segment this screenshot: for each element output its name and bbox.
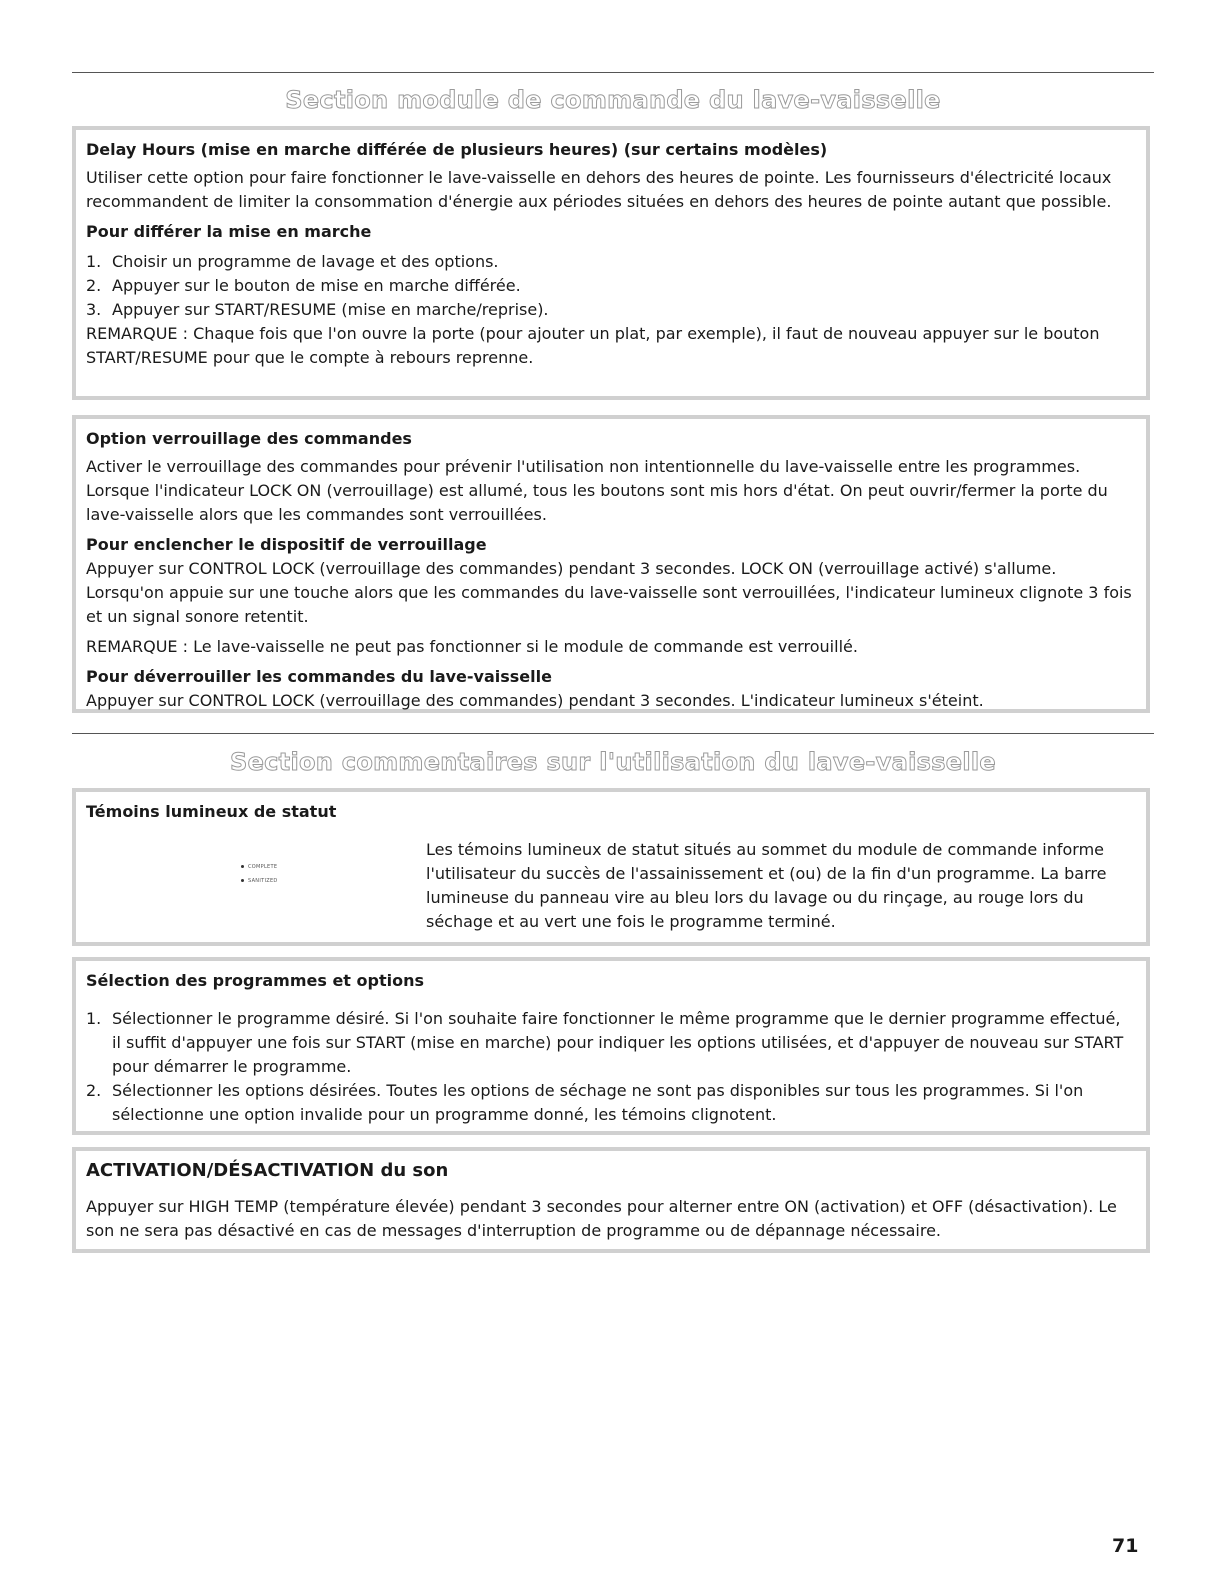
status-lights-heading: Témoins lumineux de statut [86, 802, 337, 821]
step-number: 2. [86, 276, 102, 295]
control-lock-box [72, 415, 1150, 713]
sound-toggle-heading: ACTIVATION/DÉSACTIVATION du son [86, 1160, 449, 1181]
section-title-usage: Section commentaires sur l'utilisation du lave-vaisselle [229, 748, 996, 776]
status-label-complete [241, 864, 277, 870]
control-lock-note: REMARQUE : Le lave-vaisselle ne peut pas fonctionner si le module de commande est verrouillé. [86, 637, 858, 656]
control-lock-heading: Option verrouillage des commandes [86, 429, 412, 448]
status-label-text: COMPLETE [248, 864, 278, 870]
step-number: 1. [86, 252, 102, 271]
program-selection-box [72, 957, 1150, 1135]
status-lights-content [86, 838, 1134, 936]
list-item [86, 250, 1134, 274]
status-label-text: SANITIZED [248, 878, 278, 884]
list-item [86, 298, 1134, 322]
delay-hours-intro: Utiliser cette option pour faire fonctionner le lave-vaisselle en dehors des heures de pointe. Les fournisseurs d'électricité locaux recommandent de limiter la consommation d'énergie aux périodes situées en dehors des heures de pointe autant que possible. [86, 168, 1112, 211]
top-rule [72, 72, 1154, 73]
lock-release-subheading: Pour déverrouiller les commandes du lave-vaisselle [86, 667, 552, 686]
page-number: 71 [1112, 1535, 1139, 1557]
step-text: Appuyer sur le bouton de mise en marche différée. [112, 276, 521, 295]
step-number: 1. [86, 1009, 102, 1028]
sound-toggle-box [72, 1147, 1150, 1253]
step-text: Appuyer sur START/RESUME (mise en marche/reprise). [112, 300, 549, 319]
delay-hours-subheading: Pour différer la mise en marche [86, 222, 372, 241]
status-lights-illustration [86, 838, 426, 936]
delay-hours-box [72, 126, 1150, 400]
list-item [86, 1007, 1134, 1079]
control-lock-intro: Activer le verrouillage des commandes pour prévenir l'utilisation non intentionnelle du lave-vaisselle entre les programmes. Lorsque l'indicateur LOCK ON (verrouillage) est allumé, tous les boutons sont mis hors d'état. On peut ouvrir/fermer la porte du lave-vaisselle alors que les commandes sont verrouillées. [86, 457, 1108, 524]
status-dot-icon [241, 879, 244, 882]
step-text: Sélectionner les options désirées. Toutes les options de séchage ne sont pas disponibles sur tous les programmes. Si l'on sélectionne une option invalide pour un programme donné, les témoins clignotent. [112, 1081, 1084, 1124]
step-number: 2. [86, 1081, 102, 1100]
list-item [86, 1079, 1134, 1127]
status-lights-box [72, 788, 1150, 946]
step-number: 3. [86, 300, 102, 319]
step-text: Choisir un programme de lavage et des options. [112, 252, 499, 271]
sound-toggle-text: Appuyer sur HIGH TEMP (température élevée) pendant 3 secondes pour alterner entre ON (activation) et OFF (désactivation). Le son ne sera pas désactivé en cas de messages d'interruption de programme ou de dépannage nécessaire. [86, 1197, 1117, 1240]
status-label-sanitized [241, 878, 278, 884]
status-dot-icon [241, 865, 244, 868]
section-title-control-module: Section module de commande du lave-vaisselle [285, 86, 941, 114]
program-selection-steps [86, 1007, 1134, 1127]
delay-hours-note: REMARQUE : Chaque fois que l'on ouvre la porte (pour ajouter un plat, par exemple), il faut de nouveau appuyer sur le bouton START/RESUME pour que le compte à rebours reprenne. [86, 324, 1100, 367]
middle-rule [72, 733, 1154, 734]
list-item [86, 274, 1134, 298]
lock-engage-subheading: Pour enclencher le dispositif de verrouillage [86, 535, 487, 554]
lock-engage-text: Appuyer sur CONTROL LOCK (verrouillage des commandes) pendant 3 secondes. LOCK ON (verrouillage activé) s'allume. Lorsqu'on appuie sur une touche alors que les commandes du lave-vaisselle sont verrouillées, l'indicateur lumineux clignote 3 fois et un signal sonore retentit. [86, 559, 1132, 626]
lock-release-text: Appuyer sur CONTROL LOCK (verrouillage des commandes) pendant 3 secondes. L'indicateur lumineux s'éteint. [86, 691, 984, 710]
delay-hours-heading: Delay Hours (mise en marche différée de plusieurs heures) (sur certains modèles) [86, 140, 828, 159]
status-lights-paragraph: Les témoins lumineux de statut situés au sommet du module de commande informe l'utilisateur du succès de l'assainissement et (ou) de la fin d'un programme. La barre lumineuse du panneau vire au bleu lors du lavage ou du rinçage, au rouge lors du séchage et au vert une fois le programme terminé. [426, 840, 1107, 931]
delay-hours-steps [86, 250, 1134, 322]
status-lights-text [426, 838, 1134, 936]
step-text: Sélectionner le programme désiré. Si l'on souhaite faire fonctionner le même programme que le dernier programme effectué, il suffit d'appuyer une fois sur START (mise en marche) pour indiquer les options utilisées, et d'appuyer de nouveau sur START pour démarrer le programme. [112, 1009, 1124, 1076]
program-selection-heading: Sélection des programmes et options [86, 971, 424, 990]
